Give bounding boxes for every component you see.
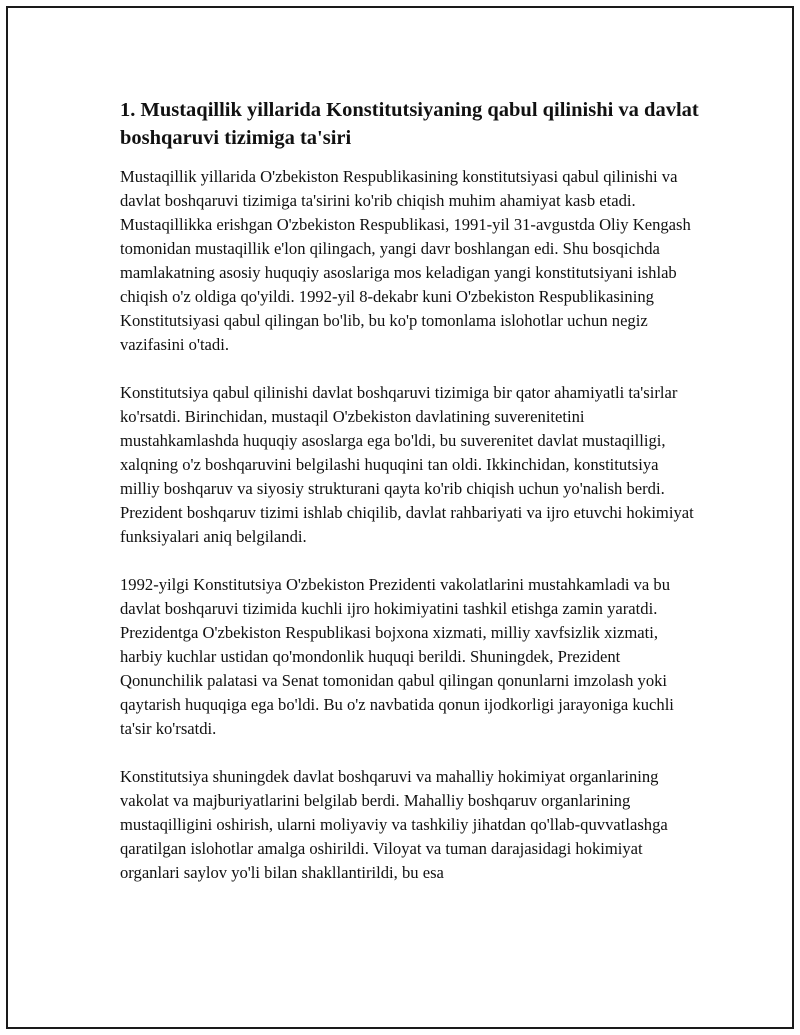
page-frame bbox=[6, 6, 794, 1029]
section-heading: 1. Mustaqillik yillarida Konstitutsiyaning qabul qilinishi va davlat boshqaruvi tizimiga ta'siri bbox=[120, 99, 699, 149]
paragraph-2: Konstitutsiya qabul qilinishi davlat boshqaruvi tizimiga bir qator ahamiyatli ta'sirlar ko'rsatdi. Birinchidan, mustaqil O'zbekiston davlatining suverenitetini mustahkamlashda huquqiy asoslarga ega bo'ldi, bu suverenitet davlat mustaqilligi, xalqning o'z boshqaruvini belgilashi huquqini tan oldi. Ikkinchidan, konstitutsiya milliy boshqaruv va siyosiy strukturani qayta ko'rib chiqish uchun yo'nalish berdi. Prezident boshqaruv tizimi ishlab chiqilib, davlat rahbariyati va ijro etuvchi hokimiyat funksiyalari aniq belgilandi. bbox=[120, 383, 694, 546]
paragraph-3: 1992-yilgi Konstitutsiya O'zbekiston Prezidenti vakolatlarini mustahkamladi va bu davlat boshqaruvi tizimida kuchli ijro hokimiyatini tashkil etishga zamin yaratdi. Prezidentga O'zbekiston Respublikasi bojxona xizmati, milliy xavfsizlik xizmati, harbiy kuchlar ustidan qo'mondonlik huquqi berildi. Shuningdek, Prezident Qonunchilik palatasi va Senat tomonidan qabul qilingan qonunlarni imzolash yoki qaytarish huquqiga ega bo'ldi. Bu o'z navbatida qonun ijodkorligi jarayoniga kuchli ta'sir ko'rsatdi. bbox=[120, 575, 674, 738]
paragraph-4: Konstitutsiya shuningdek davlat boshqaruvi va mahalliy hokimiyat organlarining vakolat va majburiyatlarini belgilab berdi. Mahalliy boshqaruv organlarining mustaqilligini oshirish, ularni moliyaviy va tashkiliy jihatdan qo'llab-quvvatlashga qaratilgan islohotlar amalga oshirildi. Viloyat va tuman darajasidagi hokimiyat organlari saylov yo'li bilan shakllantirildi, bu esa bbox=[120, 767, 668, 882]
document-body bbox=[120, 96, 700, 885]
paragraph-1: Mustaqillik yillarida O'zbekiston Respublikasining konstitutsiyasi qabul qilinishi va davlat boshqaruvi tizimiga ta'sirini ko'rib chiqish muhim ahamiyat kasb etadi. Mustaqillikka erishgan O'zbekiston Respublikasi, 1991-yil 31-avgustda Oliy Kengash tomonidan mustaqillik e'lon qilingach, yangi davr boshlangan edi. Shu bosqichda mamlakatning asosiy huquqiy asoslariga mos keladigan yangi konstitutsiyani ishlab chiqish o'z oldiga qo'yildi. 1992-yil 8-dekabr kuni O'zbekiston Respublikasining Konstitutsiyasi qabul qilingan bo'lib, bu ko'p tomonlama islohotlar uchun negiz vazifasini o'tadi. bbox=[120, 167, 691, 354]
